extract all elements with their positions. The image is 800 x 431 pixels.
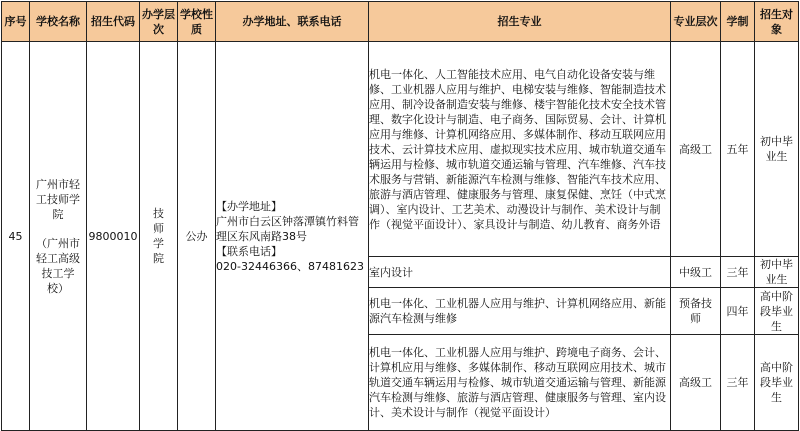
header-address: 办学地址、联系电话 [216, 2, 369, 42]
header-row [2, 2, 799, 42]
table-row [2, 42, 799, 257]
program-duration: 五年 [721, 42, 755, 257]
address-cell [216, 42, 369, 431]
school-alt-name: （广州市轻工高级技工学校） [36, 236, 80, 295]
header-code: 招生代码 [87, 2, 140, 42]
program-majors: 室内设计 [369, 257, 671, 288]
program-level: 高级工 [671, 42, 721, 257]
phone-text: 020-32446366、87481623 [216, 259, 364, 273]
program-target: 高中阶段毕业生 [755, 335, 799, 431]
header-nature: 学校性质 [178, 2, 216, 42]
program-majors: 机电一体化、人工智能技术应用、电气自动化设备安装与维修、工业机器人应用与维护、电梯安装与维修、智能制造技术应用、制冷设备制造安装与维修、楼宇智能化技术安全技术管理、数字化设计与制造、电子商务、国际贸易、会计、计算机应用与维修、计算机网络应用、多媒体制作、移动互联网应用技术、云计算技术应用、虚拟现实技术应用、城市轨道交通车辆运用与检修、城市轨道交通运输与管理、汽车维修、汽车技术服务与营销、新能源汽车检测与维修、智能汽车技术应用、旅游与酒店管理、健康服务与管理、康复保健、烹饪（中式烹调）、室内设计、工艺美术、动漫设计与制作、美术设计与制作（视觉平面设计）、家具设计与制造、幼儿教育、商务外语 [369, 42, 671, 257]
school-index: 45 [2, 42, 30, 431]
enrollment-table [1, 1, 799, 431]
program-target: 高中阶段毕业生 [755, 288, 799, 335]
program-level: 高级工 [671, 335, 721, 431]
header-target: 招生对象 [755, 2, 799, 42]
header-major-level: 专业层次 [671, 2, 721, 42]
header-index: 序号 [2, 2, 30, 42]
program-duration: 三年 [721, 257, 755, 288]
school-code: 9800010 [87, 42, 140, 431]
phone-label: 【联系电话】 [216, 244, 282, 258]
program-duration: 三年 [721, 335, 755, 431]
address-label: 【办学地址】 [216, 199, 282, 213]
header-level: 办学层次 [140, 2, 178, 42]
header-school-name: 学校名称 [30, 2, 87, 42]
program-duration: 四年 [721, 288, 755, 335]
program-target: 初中毕业生 [755, 42, 799, 257]
address-text: 广州市白云区钟落潭镇竹料管理区东风南路38号 [216, 214, 359, 243]
header-duration: 学制 [721, 2, 755, 42]
program-majors: 机电一体化、工业机器人应用与维护、跨境电子商务、会计、计算机应用与维修、多媒体制作、移动互联网应用技术、城市轨道交通车辆运用与检修、城市轨道交通运输与管理、新能源汽车检测与维修、旅游与酒店管理、健康服务与管理、室内设计、美术设计与制作（视觉平面设计） [369, 335, 671, 431]
school-level: 技师学院 [140, 42, 178, 431]
school-name-cell [30, 42, 87, 431]
school-nature: 公办 [178, 42, 216, 431]
program-level: 预备技师 [671, 288, 721, 335]
program-target: 初中毕业生 [755, 257, 799, 288]
program-level: 中级工 [671, 257, 721, 288]
header-majors: 招生专业 [369, 2, 671, 42]
program-majors: 机电一体化、工业机器人应用与维护、计算机网络应用、新能源汽车检测与维修 [369, 288, 671, 335]
school-name: 广州市轻工技师学院 [36, 177, 80, 221]
